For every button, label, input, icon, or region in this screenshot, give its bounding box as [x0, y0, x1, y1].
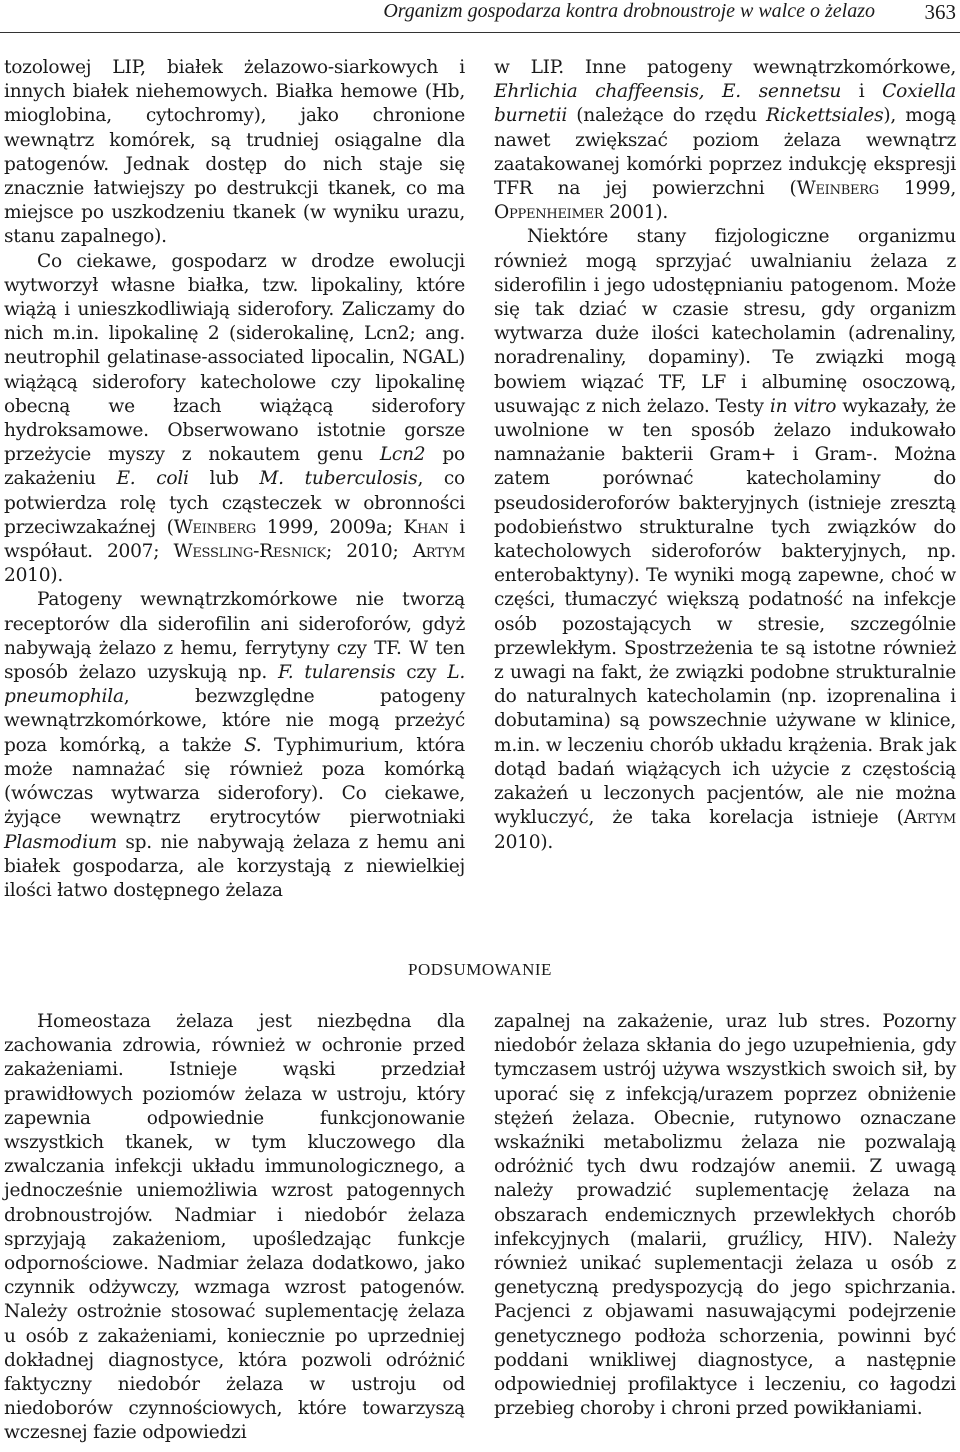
italic-text: M. tuberculosis — [259, 468, 418, 490]
paragraph — [4, 56, 465, 250]
text: Typhimurium, która może namnażać się również poza komórką (wówczas wytwarza siderofory). Co ciekawe, żyjące wewnątrz erytrocytów pierwotniaki — [4, 734, 465, 829]
text: 2010). — [4, 565, 63, 587]
paragraph — [494, 56, 956, 225]
section-heading: PODSUMOWANIE — [408, 960, 552, 979]
paragraph — [494, 225, 956, 854]
citation-author: Artym — [903, 807, 956, 829]
paragraph — [4, 250, 465, 589]
italic-text: F. tularensis — [278, 662, 396, 684]
text: Patogeny wewnątrzkomórkowe nie tworzą receptorów dla siderofilin ani sideroforów, gdyż nabywają żelazo z hemu, ferrytyny czy TF. W ten sposób żelazo uzyskują np. — [4, 589, 465, 684]
page-number: 363 — [924, 0, 956, 24]
citation-author: Wessling-Resnick — [173, 541, 327, 563]
summary-right-column — [494, 1010, 956, 1421]
text: wykazały, że uwolnione w ten sposób żelazo indukowało namnażanie bakterii Gram+ i Gram-. Można zatem porównać katecholaminy do pseudosideroforów bakteryjnych (istnieje zresztą podobieństwo strukturalne tych związków do katecholowych sideroforów bakteryjnych, np. enterobaktyny). Te wyniki mogą zapewne, choć w części, tłumaczyć większą podatność na infekcje osób pozostających w stresie, szczególnie przewlekłym. Spostrzeżenia te są istotne również z uwagi na fakt, że związki podobne strukturalnie do naturalnych katecholamin (np. izoprenalina i dobutamina) są powszechnie używane w klinice, m.in. w leczeniu chorób układu krążenia. Brak jak dotąd badań wiążących ich użycie z częstością zakażeń u leczonych pacjentów, ale nie można wykluczyć, że taka korelacja istnieje ( — [494, 395, 957, 829]
text: sp. nie nabywają żelaza z hemu ani białek gospodarza, ale korzystają z niewielkiej ilości łatwo dostępnego żelaza — [4, 831, 465, 901]
italic-text: S. — [243, 734, 262, 756]
italic-text: Coxiella burnetii — [494, 81, 956, 127]
text: czy — [395, 662, 448, 684]
text: ), mogą nawet zwiększać poziom żelaza wewnątrz zaatakowanej komórki poprzez indukcję ekspresji TFR na jej powierzchni ( — [494, 105, 957, 200]
italic-text: Plasmodium — [4, 831, 117, 853]
citation-author: Weinberg — [796, 178, 879, 200]
text: i — [841, 81, 883, 103]
text: tozolowej LIP, białek żelazowo-siarkowych i innych białek niehemowych. Białka hemowe (Hb, mioglobina, cytochromy), jako chronione wewnątrz komórek, są trudniej osiągalne dla patogenów. Jednak dostęp do nich staje się znacznie łatwiejszy po destrukcji tkanek, co ma miejsce po uszkodzeniu tkanek (w wyniku urazu, stanu zapalnego). — [4, 57, 465, 248]
italic-text: Rickettsiales — [765, 105, 884, 127]
citation-author: Artym — [412, 541, 466, 563]
italic-text: L. pneumophila — [4, 662, 465, 708]
italic-text: E. coli — [116, 468, 189, 490]
text: 1999, — [878, 178, 956, 200]
running-title: Organizm gospodarza kontra drobnoustroje w walce o żelazo — [383, 0, 875, 22]
text: w LIP. Inne patogeny wewnątrzkomórkowe, — [494, 57, 956, 78]
paragraph — [4, 588, 465, 903]
text: 2010). — [494, 831, 553, 853]
text: Niektóre stany fizjologiczne organizmu również mogą sprzyjać uwalnianiu żelaza z siderofilin i jego udostępnianiu patogenom. Może się tak dziać w czasie stresu, gdy organizm wytwarza duże ilości katecholamin (adrenaliny, noradrenaliny, dopaminy). Te związki mogą bowiem wiązać TF, LF i albuminę osoczową, usuwając z nich żelazo. Testy — [494, 226, 956, 417]
paragraph: Homeostaza żelaza jest niezbędna dla zachowania zdrowia, również w ochronie przed zakażeniami. Istnieje wąski przedział prawidłowych poziomów żelaza w ustroju, który zapewnia odpowiednie funkcjonowanie wszystkich tkanek, w tym kluczowego dla zwalczania infekcji układu immunologicznego, a jednocześnie uniemożliwia wzrost patogennych drobnoustrojów. Nadmiar i niedobór żelaza sprzyjają zakażeniom, upośledzając funkcje odpornościowe. Nadmiar żelaza dodatkowo, jako czynnik odżywczy, wzmaga wzrost patogenów. Należy ostrożnie stosować suplementację żelaza u osób z zakażeniami, koniecznie po uprzedniej dokładnej diagnostyce, która pozwoli odróżnić faktyczny niedobór żelaza w ustroju od niedoborów czynnościowych, które towarzyszą wczesnej fazie odpowiedzi — [4, 1011, 465, 1444]
citation-author: Weinberg — [173, 516, 257, 538]
summary-left-column — [4, 1010, 465, 1446]
text: 2001). — [603, 202, 669, 224]
text: , bezwzględne patogeny wewnątrzkomórkowe, które nie mogą przeżyć poza komórką, a także — [4, 686, 465, 756]
paragraph: zapalnej na zakażenie, uraz lub stres. Pozorny niedobór żelaza skłania do jego uzupełnienia, gdy tymczasem ustrój używa wszystkich swoich sił, by uporać się z infekcją/urazem poprzez obniżenie stężeń żelaza. Obecnie, rutynowo oznaczane wskaźniki metabolizmu żelaza nie pozwalają odróżnić tych dwu rodzajów anemii. Z uwagą należy prowadzić suplementację żelaza na obszarach endemicznych przewlekłych chorób infekcyjnych (malarii, gruźlicy, HIV). Należy również unikać suplementacji żelaza u osób z genetyczną predyspozycją do jego spichrzania. Pacjenci z objawami nasuwającymi podejrzenie genetycznego podłoża schorzenia, powinni być poddani wnikliwej diagnostyce, a następnie odpowiedniej profilaktyce i leczeniu, co łagodzi przebieg choroby i chroni przed powikłaniami. — [494, 1011, 956, 1420]
italic-text: in vitro — [769, 395, 837, 417]
italic-text: Ehrlichia chaffeensis, E. sennetsu — [494, 81, 842, 103]
page-header — [0, 0, 960, 30]
citation-author: Oppenheimer — [494, 202, 604, 224]
text: Co ciekawe, gospodarz w drodze ewolucji wytworzył własne białka, tzw. lipokaliny, które wiążą i unieszkodliwiają siderofory. Zaliczamy do nich m.in. lipokalinę 2 (siderokalinę, Lcn2; ang. neutrophil gelatinase-associated lipocalin, NGAL) wiążącą siderofory katecholowe czy lipokalinę obecną we łzach wiążącą siderofory hydroksamowe. Obserwowano istotnie gorsze przeżycie myszy z nokautem genu — [4, 250, 465, 466]
text: , co potwierdza rolę tych cząsteczek w obronności przeciwzakaźnej ( — [4, 468, 465, 538]
top-left-column — [4, 56, 465, 903]
text: lub — [188, 468, 260, 490]
text: po zakażeniu — [4, 444, 465, 490]
text: ; 2010; — [326, 541, 413, 563]
top-right-column — [494, 56, 956, 855]
italic-text: Lcn2 — [379, 444, 426, 466]
citation-author: Khan — [403, 516, 449, 538]
header-rule — [0, 32, 960, 33]
text: i współaut. 2007; — [4, 516, 465, 563]
text: 1999, 2009a; — [256, 516, 404, 538]
text: (należące do rzędu — [567, 105, 766, 127]
